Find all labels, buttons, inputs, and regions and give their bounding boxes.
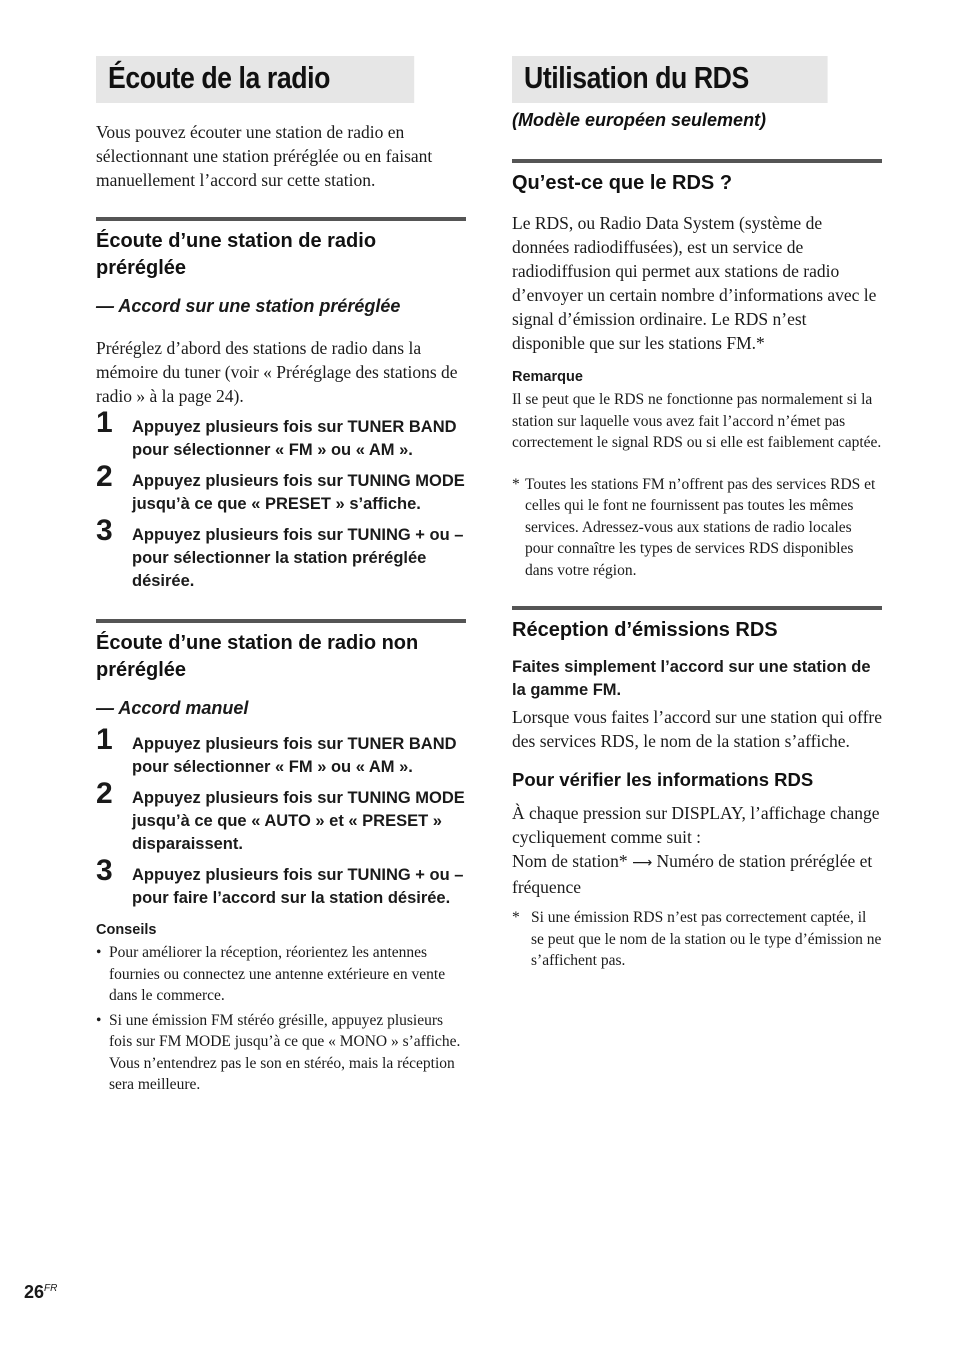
section-rule [96, 217, 466, 221]
rds-instruction: Faites simplement l’accord sur une station de la gamme FM. [512, 658, 871, 699]
step-text: Appuyez plusieurs fois sur TUNING + ou – pour sélectionner la station préréglée désirée. [132, 526, 464, 590]
tip-text: Si une émission FM stéréo grésille, appuyez plusieurs fois sur FM MODE jusqu’à ce que « MONO » s’affiche. Vous n’entendrez pas le son en stéréo, mais la réception sera meilleure. [109, 1011, 461, 1093]
rds-section1-body: Le RDS, ou Radio Data System (système de données radiodiffusées), est un service de radiodiffusion qui permet aux stations de radio d’envoyer un certain nombre d’informations avec le signal d’émission ordinaire. Le RDS n’est disponible que sur les stations FM.* [512, 213, 877, 353]
step-number: 3 [96, 854, 113, 887]
step [96, 777, 466, 856]
right-page-title: Utilisation du RDS [512, 56, 828, 103]
list-item [96, 1010, 466, 1096]
step-number: 1 [96, 723, 113, 756]
step-number: 2 [96, 777, 113, 810]
section-rule [96, 619, 466, 623]
note-heading: Remarque [512, 369, 583, 385]
footnote-text: Si une émission RDS n’est pas correctement captée, il se peut que le nom de la station ou le type d’émission ne s’affichent pas. [531, 909, 882, 969]
left-page-title: Écoute de la radio [96, 56, 414, 103]
page-number-value: 26 [24, 1282, 45, 1302]
rds-sub-heading: Pour vérifier les informations RDS [512, 769, 814, 790]
arrow-right-icon: ⟶ [632, 855, 653, 871]
step [96, 406, 466, 462]
right-subtitle: (Modèle européen seulement) [512, 110, 767, 130]
section1-heading: Écoute d’une station de radio préréglée [96, 230, 377, 279]
step [96, 460, 466, 516]
sequence-to: Numéro de station préréglée et fréquence [512, 851, 873, 897]
step [96, 723, 466, 779]
footnote-text: Toutes les stations FM n’offrent pas des services RDS et celles qui le font ne fournissent pas toutes les mêmes services. Adressez-vous aux stations de radio locales pour connaître les types de services RDS disponibles dans votre région. [525, 475, 876, 579]
list-item [96, 942, 466, 1007]
step-text: Appuyez plusieurs fois sur TUNER BAND pour sélectionner « FM » ou « AM ». [132, 418, 457, 459]
section-rule [512, 606, 882, 610]
section1-body: Préréglez d’abord des stations de radio dans la mémoire du tuner (voir « Préréglage des stations de radio » à la page 24). [96, 338, 458, 406]
footnote-mark: * [512, 909, 520, 926]
note-text: Il se peut que le RDS ne fonctionne pas normalement si la station sur laquelle vous avez fait l’accord n’émet pas correctement le signal RDS ou si elle est faiblement captée. [512, 391, 882, 451]
step-number: 2 [96, 460, 113, 493]
step-text: Appuyez plusieurs fois sur TUNING + ou – pour faire l’accord sur la station désirée. [132, 866, 464, 907]
rds-sub-body: À chaque pression sur DISPLAY, l’affichage change cycliquement comme suit : [512, 803, 880, 847]
bullet-mark: • [96, 1011, 102, 1029]
step [96, 854, 466, 910]
section-rule [512, 159, 882, 163]
right-column [512, 56, 882, 972]
step-number: 1 [96, 406, 113, 439]
bullet-mark: • [96, 944, 102, 961]
page-number [24, 1282, 57, 1303]
tips-list [96, 942, 466, 1096]
step-text: Appuyez plusieurs fois sur TUNING MODE jusqu’à ce que « PRESET » s’affiche. [132, 472, 465, 513]
section2-subheading: — Accord manuel [96, 698, 249, 718]
step [96, 514, 466, 593]
step-text: Appuyez plusieurs fois sur TUNING MODE jusqu’à ce que « AUTO » et « PRESET » disparaissent. [132, 789, 465, 853]
rds-section2-heading: Réception d’émissions RDS [512, 619, 778, 641]
rds-section1-heading: Qu’est-ce que le RDS ? [512, 172, 733, 194]
display-sequence [512, 849, 882, 899]
left-column [96, 56, 466, 1099]
sequence-from: Nom de station* [512, 851, 628, 871]
tips-heading: Conseils [96, 922, 157, 938]
footnote [512, 907, 882, 972]
footnote [512, 474, 882, 582]
rds-section2-body: Lorsque vous faites l’accord sur une station qui offre des services RDS, le nom de la station s’affiche. [512, 707, 882, 751]
step-number: 3 [96, 514, 113, 547]
page-language-suffix: FR [44, 1283, 58, 1294]
section2-heading: Écoute d’une station de radio non préréglée [96, 632, 419, 681]
footnote-mark: * [512, 475, 520, 493]
section1-subheading: — Accord sur une station préréglée [96, 296, 401, 316]
step-text: Appuyez plusieurs fois sur TUNER BAND pour sélectionner « FM » ou « AM ». [132, 735, 457, 776]
left-intro: Vous pouvez écouter une station de radio en sélectionnant une station préréglée ou en faisant manuellement l’accord sur cette station. [96, 122, 433, 190]
tip-text: Pour améliorer la réception, réorientez les antennes fournies ou connectez une antenne extérieure en vente dans le commerce. [109, 944, 446, 1004]
